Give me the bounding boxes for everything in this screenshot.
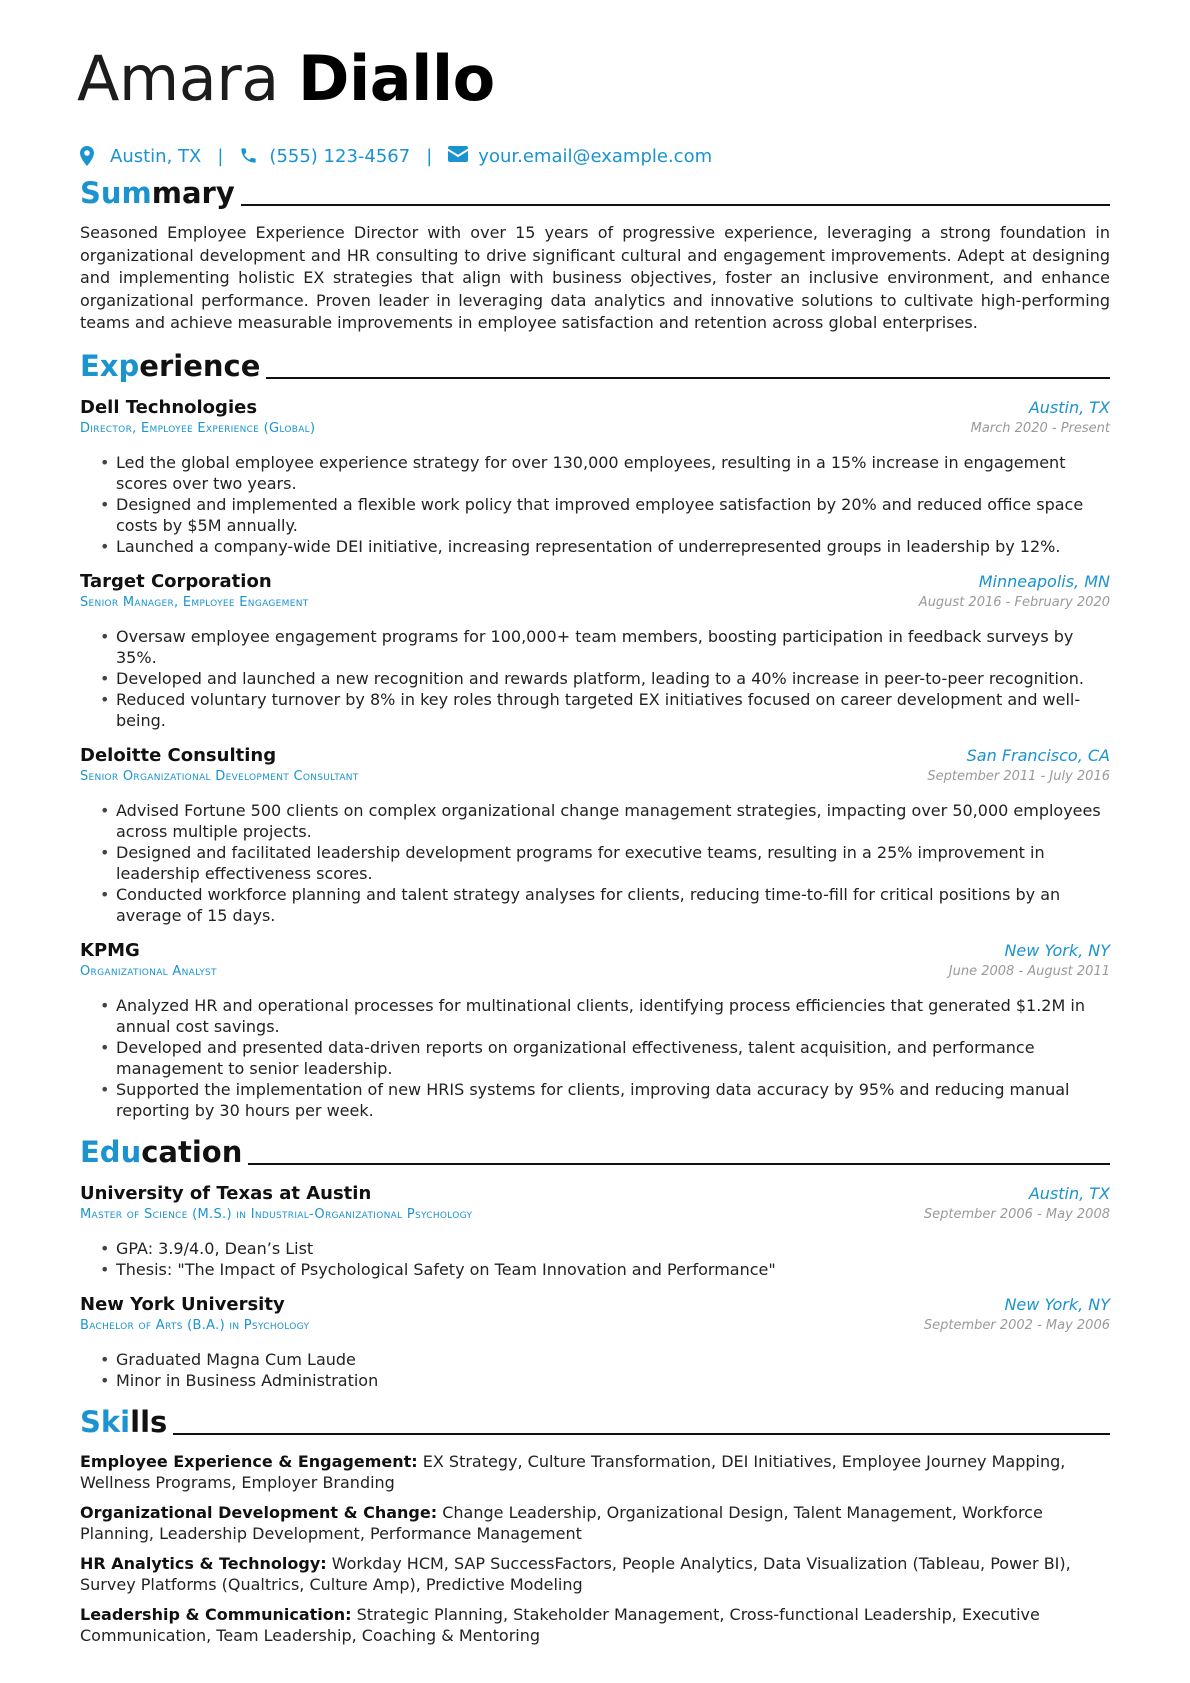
experience-entry (80, 745, 1110, 926)
skills-heading (80, 1405, 1110, 1439)
job-dates: June 2008 - August 2011 (948, 963, 1110, 979)
section-title: Skills (80, 1404, 168, 1439)
bullet-list (80, 995, 1110, 1121)
bullet-item: • Led the global employee experience strategy for over 130,000 employees, resulting in a 15% increase in engagement scores over two years. (116, 452, 1110, 494)
job-title: Senior Organizational Development Consultant (80, 768, 359, 784)
map-pin-icon (80, 146, 100, 166)
school-dates: September 2002 - May 2006 (923, 1317, 1110, 1333)
education-heading (80, 1135, 1110, 1169)
section-rule (241, 204, 1110, 206)
experience-entry (80, 940, 1110, 1121)
skill-items: Workday HCM, SAP SuccessFactors, People Analytics, Data Visualization (Tableau, Power BI), Survey Platforms (Qualtrics, Culture Amp), Predictive Modeling (80, 1553, 1071, 1594)
bullet-list (80, 800, 1110, 926)
job-location: New York, NY (1004, 940, 1110, 960)
school-location: Austin, TX (1028, 1183, 1110, 1203)
section-rule (173, 1433, 1110, 1435)
skill-items: EX Strategy, Culture Transformation, DEI Initiatives, Employee Journey Mapping, Wellness Programs, Employer Branding (80, 1451, 1066, 1492)
phone-icon (239, 146, 259, 166)
section-rule (266, 377, 1110, 379)
bullet-item: • Supported the implementation of new HRIS systems for clients, improving data accuracy by 95% and reducing manual reporting by 30 hours per week. (116, 1079, 1110, 1121)
phone-text: (555) 123-4567 (269, 145, 411, 167)
bullet-item: • Thesis: "The Impact of Psychological Safety on Team Innovation and Performance" (116, 1259, 1110, 1280)
first-name: Amara (77, 42, 279, 115)
contact-bar (80, 144, 1110, 168)
contact-email[interactable] (448, 146, 712, 167)
bullet-item: • Developed and presented data-driven reports on organizational effectiveness, talent acquisition, and performance management to senior leadership. (116, 1037, 1110, 1079)
summary-text: Seasoned Employee Experience Director with over 15 years of progressive experience, leveraging a strong foundation in organizational development and HR consulting to drive significant cultural and engagement improvements. Adept at designing and implementing holistic EX strategies that align with business objectives, foster an inclusive environment, and enhance organizational performance. Proven leader in leveraging data analytics and innovative solutions to cultivate high-performing teams and achieve measurable improvements in employee satisfaction and retention across global enterprises. (80, 223, 1110, 333)
section-rule (248, 1163, 1110, 1165)
school-dates: September 2006 - May 2008 (923, 1206, 1110, 1222)
skill-group (80, 1553, 1110, 1595)
bullet-list (80, 452, 1110, 557)
employer-name: Dell Technologies (80, 396, 258, 418)
contact-location (80, 146, 201, 167)
bullet-list (80, 1349, 1110, 1391)
bullet-item: • Oversaw employee engagement programs for 100,000+ team members, boosting participation in feedback surveys by 35%. (116, 626, 1110, 668)
bullet-item: • Designed and implemented a flexible work policy that improved employee satisfaction by 20% and reduced office space costs by $5M annually. (116, 494, 1110, 536)
contact-separator: | (217, 145, 224, 167)
bullet-item: • Launched a company-wide DEI initiative, increasing representation of underrepresented groups in leadership by 12%. (116, 536, 1110, 557)
school-location: New York, NY (1004, 1294, 1110, 1314)
bullet-item: • Analyzed HR and operational processes for multinational clients, identifying process efficiencies that generated $1.2M in annual cost savings. (116, 995, 1110, 1037)
candidate-name (77, 36, 1110, 122)
bullet-item: • Graduated Magna Cum Laude (116, 1349, 1110, 1370)
bullet-item: • Developed and launched a new recognition and rewards platform, leading to a 40% increase in peer-to-peer recognition. (116, 668, 1110, 689)
bullet-item: • Reduced voluntary turnover by 8% in key roles through targeted EX initiatives focused on career development and well-being. (116, 689, 1110, 731)
envelope-icon (448, 146, 468, 166)
experience-entry (80, 397, 1110, 557)
skill-category: HR Analytics & Technology: (80, 1553, 327, 1573)
skill-category: Employee Experience & Engagement: (80, 1451, 418, 1471)
school-name: New York University (80, 1293, 285, 1315)
skill-group (80, 1451, 1110, 1493)
section-title: Experience (80, 348, 261, 383)
employer-name: KPMG (80, 939, 140, 961)
degree-title: Master of Science (M.S.) in Industrial-Organizational Psychology (80, 1206, 473, 1222)
education-entry (80, 1183, 1110, 1280)
skill-category: Organizational Development & Change: (80, 1502, 438, 1522)
bullet-list (80, 626, 1110, 731)
skill-items: Strategic Planning, Stakeholder Management, Cross-functional Leadership, Executive Communication, Team Leadership, Coaching & Mentoring (80, 1604, 1040, 1645)
skill-items: Change Leadership, Organizational Design, Talent Management, Workforce Planning, Leadership Development, Performance Management (80, 1502, 1043, 1543)
job-location: Austin, TX (1028, 397, 1110, 417)
job-dates: September 2011 - July 2016 (927, 768, 1110, 784)
section-title: Summary (80, 176, 235, 210)
bullet-item: • Minor in Business Administration (116, 1370, 1110, 1391)
contact-phone[interactable] (239, 146, 410, 167)
email-text: your.email@example.com (478, 145, 713, 167)
job-title: Director, Employee Experience (Global) (80, 420, 316, 436)
bullet-item: • Designed and facilitated leadership development programs for executive teams, resulting in a 25% improvement in leadership effectiveness scores. (116, 842, 1110, 884)
school-name: University of Texas at Austin (80, 1182, 372, 1204)
bullet-item: • GPA: 3.9/4.0, Dean’s List (116, 1238, 1110, 1259)
degree-title: Bachelor of Arts (B.A.) in Psychology (80, 1317, 310, 1333)
job-title: Senior Manager, Employee Engagement (80, 594, 309, 610)
employer-name: Target Corporation (80, 570, 272, 592)
summary-heading (80, 176, 1110, 210)
experience-entry (80, 571, 1110, 731)
skill-group (80, 1604, 1110, 1646)
employer-name: Deloitte Consulting (80, 744, 277, 766)
job-dates: August 2016 - February 2020 (918, 594, 1110, 610)
job-location: Minneapolis, MN (978, 571, 1110, 591)
contact-separator: | (426, 145, 433, 167)
skill-group (80, 1502, 1110, 1544)
section-title: Education (80, 1134, 243, 1169)
experience-heading (80, 349, 1110, 383)
job-title: Organizational Analyst (80, 963, 217, 979)
location-text: Austin, TX (110, 145, 202, 167)
last-name: Diallo (298, 42, 495, 115)
job-location: San Francisco, CA (966, 745, 1110, 765)
education-entry (80, 1294, 1110, 1391)
skill-category: Leadership & Communication: (80, 1604, 352, 1624)
bullet-item: • Advised Fortune 500 clients on complex organizational change management strategies, impacting over 50,000 employees across multiple projects. (116, 800, 1110, 842)
bullet-list (80, 1238, 1110, 1280)
job-dates: March 2020 - Present (970, 420, 1110, 436)
bullet-item: • Conducted workforce planning and talent strategy analyses for clients, reducing time-to-fill for critical positions by an average of 15 days. (116, 884, 1110, 926)
